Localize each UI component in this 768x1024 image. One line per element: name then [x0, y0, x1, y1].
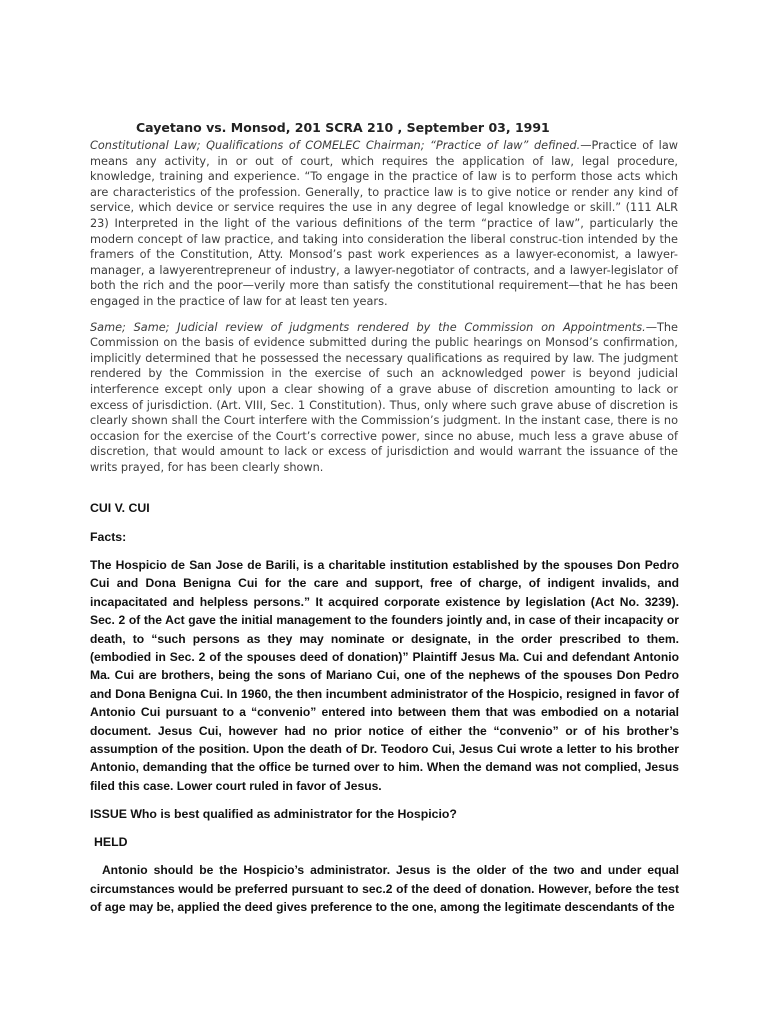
- held-text: Antonio should be the Hospicio’s administrator. Jesus is the older of the two and under equal circumstances would be preferred pursuant to sec.2 of the deed of donation. However, before the test of age may be, applied the deed gives preference to the one, among the legitimate descendants of the: [90, 863, 679, 915]
- held-paragraph: [90, 861, 679, 916]
- digest-paragraph-2: [90, 320, 678, 476]
- held-label: HELD: [94, 835, 128, 850]
- facts-paragraph: The Hospicio de San Jose de Barili, is a charitable institution established by the spouses Don Pedro Cui and Dona Benigna Cui for the care and support, free of charge, of indigent invalids, and incapacitated and helpless persons.” It acquired corporate existence by legislation (Act No. 3239). Sec. 2 of the Act gave the initial management to the founders jointly and, in case of their incapacity or death, to “such persons as they may nominate or designate, in the order prescribed to them. (embodied in Sec. 2 of the spouses deed of donation)” Plaintiff Jesus Ma. Cui and defendant Antonio Ma. Cui are brothers, being the sons of Mariano Cui, one of the nephews of the spouses Don Pedro and Dona Benigna Cui. In 1960, the then incumbent administrator of the Hospicio, resigned in favor of Antonio Cui pursuant to a “convenio” entered into between them that was embodied on a notarial document. Jesus Cui, however had no prior notice of either the “convenio” or of his brother’s assumption of the position. Upon the death of Dr. Teodoro Cui, Jesus Cui wrote a letter to his brother Antonio, demanding that the office be turned over to him. When the demand was not complied, Jesus filed this case. Lower court ruled in favor of Jesus.: [90, 558, 679, 793]
- case-digest-cui: [90, 499, 679, 917]
- syllabus-text-1: —Practice of law means any activity, in or out of court, which requires the application of law, legal procedure, knowledge, training and experience. “To engage in the practice of law is to perform those acts which are characteristics of the profession. Generally, to practice law is to give notice or render any kind of service, which device or service requires the use in any degree of legal knowledge or skill.” (111 ALR 23) Interpreted in the light of the various definitions of the term “practice of law”, particularly the modern concept of law practice, and taking into consideration the liberal construc-tion intended by the framers of the Constitution, Atty. Monsod’s past work experiences as a lawyer-economist, a lawyer-manager, a lawyerentrepreneur of industry, a lawyer-negotiator of contracts, and a lawyer-legislator of both the rich and the poor—verily more than satisfy the constitutional requirement—that he has been engaged in the practice of law for at least ten years.: [90, 139, 678, 308]
- case-heading: CUI V. CUI: [90, 501, 150, 515]
- syllabus-text-2: —The Commission on the basis of evidence submitted during the public hearings on Monsod’s confirmation, implicitly determined that he possessed the necessary qualifications as required by law. The judgment rendered by the Commission in the exercise of such an acknowledged power is beyond judicial interference except only upon a clear showing of a grave abuse of discretion amounting to lack or excess of jurisdiction. (Art. VIII, Sec. 1 Constitution). Thus, only where such grave abuse of discretion is clearly shown shall the Court interfere with the Commission’s judgment. In the instant case, there is no occasion for the exercise of the Court’s corrective power, since no abuse, much less a grave abuse of discretion, that would amount to lack or excess of jurisdiction and would warrant the issuance of the writs prayed, for has been clearly shown.: [90, 320, 678, 474]
- syllabus-lead-2: Same; Same; Judicial review of judgments rendered by the Commission on Appointments.: [90, 320, 646, 334]
- issue-paragraph: ISSUE Who is best qualified as administrator for the Hospicio?: [90, 807, 457, 822]
- case-digest-cayetano: [90, 120, 678, 475]
- case-title: Cayetano vs. Monsod, 201 SCRA 210 , September 03, 1991: [136, 120, 550, 135]
- syllabus-lead-1: Constitutional Law; Qualifications of COMELEC Chairman; “Practice of law” defined.: [90, 139, 581, 152]
- facts-label: Facts:: [90, 530, 127, 544]
- digest-paragraph-1: [90, 138, 678, 310]
